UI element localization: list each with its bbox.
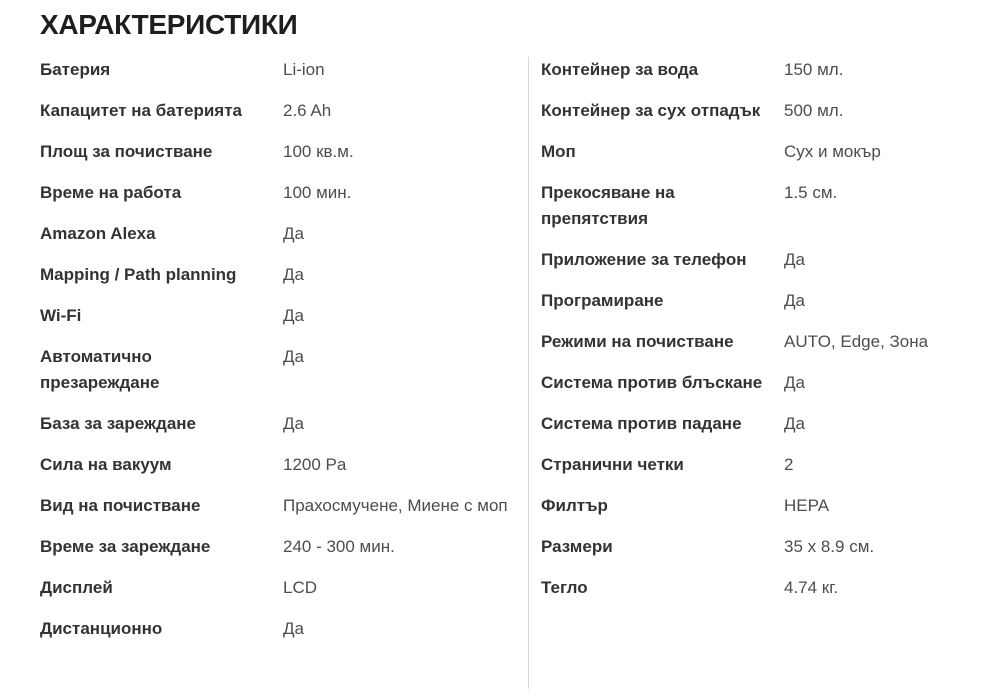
spec-value: 2 <box>784 455 794 474</box>
spec-row <box>541 180 955 232</box>
spec-label: Дистанционно <box>40 619 163 638</box>
spec-row <box>40 575 528 601</box>
spec-value: Да <box>784 291 805 310</box>
spec-label: Автоматично презареждане <box>40 347 160 392</box>
spec-row <box>541 370 955 396</box>
spec-row <box>40 534 528 560</box>
spec-label: Контейнер за сух отпадък <box>541 101 761 120</box>
spec-label: Режими на почистване <box>541 332 734 351</box>
spec-value: AUTO, Edge, Зона <box>784 332 929 351</box>
spec-row <box>541 288 955 314</box>
spec-value: Да <box>283 619 304 638</box>
spec-label: Размери <box>541 537 613 556</box>
spec-label: Вид на почистване <box>40 496 201 515</box>
spec-label: Прекосяване на препятствия <box>541 183 675 228</box>
spec-value: Да <box>784 414 805 433</box>
specs-column-right <box>529 57 955 689</box>
spec-label: Wi-Fi <box>40 306 82 325</box>
spec-label: Тегло <box>541 578 588 597</box>
spec-label: Филтър <box>541 496 608 515</box>
specs-table <box>40 57 955 689</box>
spec-value: HEPA <box>784 496 830 515</box>
spec-value: 150 мл. <box>784 60 844 79</box>
spec-label: Amazon Alexa <box>40 224 156 243</box>
spec-row <box>541 452 955 478</box>
spec-value: Да <box>283 224 304 243</box>
spec-label: Време за зареждане <box>40 537 211 556</box>
spec-value: 35 x 8.9 см. <box>784 537 875 556</box>
spec-value: Да <box>784 373 805 392</box>
spec-label: Моп <box>541 142 576 161</box>
spec-row <box>40 616 528 642</box>
spec-value: Сух и мокър <box>784 142 881 161</box>
spec-value: 100 мин. <box>283 183 352 202</box>
spec-value: 1.5 см. <box>784 183 838 202</box>
spec-label: Батерия <box>40 60 111 79</box>
spec-value: Да <box>283 414 304 433</box>
spec-row <box>40 452 528 478</box>
spec-row <box>40 221 528 247</box>
spec-row <box>541 329 955 355</box>
spec-value: Да <box>283 265 304 284</box>
spec-row <box>40 57 528 83</box>
spec-row <box>40 493 528 519</box>
spec-row <box>40 262 528 288</box>
spec-label: База за зареждане <box>40 414 197 433</box>
spec-label: Площ за почистване <box>40 142 213 161</box>
spec-row <box>40 98 528 124</box>
spec-value: 500 мл. <box>784 101 844 120</box>
spec-value: Да <box>283 347 304 366</box>
spec-label: Контейнер за вода <box>541 60 699 79</box>
spec-row <box>541 98 955 124</box>
spec-value: Да <box>283 306 304 325</box>
spec-label: Система против блъскане <box>541 373 763 392</box>
spec-value: 1200 Pa <box>283 455 347 474</box>
spec-label: Система против падане <box>541 414 742 433</box>
spec-row <box>541 57 955 83</box>
spec-row <box>541 534 955 560</box>
spec-value: LCD <box>283 578 318 597</box>
spec-row <box>541 575 955 601</box>
spec-row <box>40 303 528 329</box>
spec-value: 2.6 Ah <box>283 101 332 120</box>
spec-label: Сила на вакуум <box>40 455 172 474</box>
spec-label: Време на работа <box>40 183 182 202</box>
spec-value: 100 кв.м. <box>283 142 354 161</box>
spec-value: Да <box>784 250 805 269</box>
spec-label: Програмиране <box>541 291 664 310</box>
spec-row <box>541 493 955 519</box>
spec-value: 240 - 300 мин. <box>283 537 395 556</box>
spec-value: Li-ion <box>283 60 325 79</box>
spec-row <box>40 344 528 396</box>
spec-label: Приложение за телефон <box>541 250 747 269</box>
spec-value: 4.74 кг. <box>784 578 839 597</box>
spec-label: Mapping / Path planning <box>40 265 237 284</box>
spec-label: Капацитет на батерията <box>40 101 242 120</box>
spec-row <box>541 411 955 437</box>
specs-column-left <box>40 57 528 689</box>
spec-row <box>40 139 528 165</box>
spec-row <box>541 139 955 165</box>
spec-row <box>40 180 528 206</box>
spec-label: Дисплей <box>40 578 113 597</box>
spec-label: Странични четки <box>541 455 684 474</box>
spec-row <box>541 247 955 273</box>
page-title: ХАРАКТЕРИСТИКИ <box>40 9 298 40</box>
spec-row <box>40 411 528 437</box>
spec-value: Прахосмучене, Миене с моп <box>283 496 508 515</box>
